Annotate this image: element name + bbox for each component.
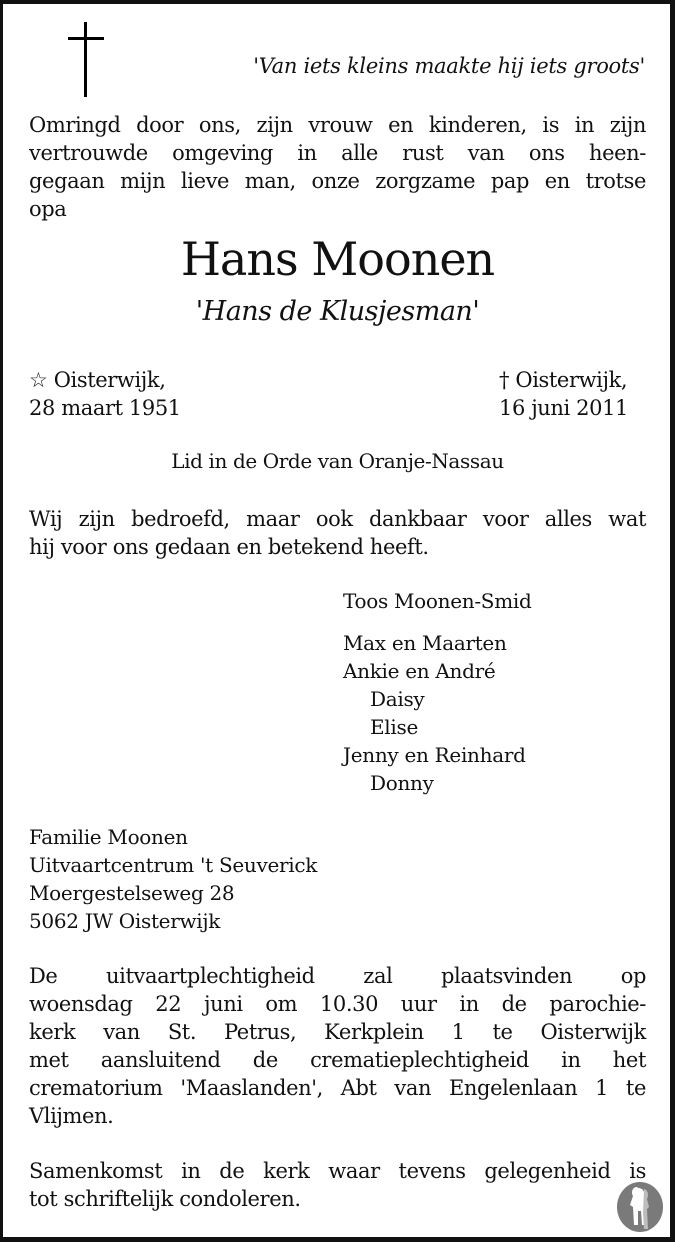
- intro-paragraph: [29, 111, 646, 223]
- family-member: Donny: [370, 771, 434, 795]
- ceremony-paragraph: [29, 962, 646, 1130]
- ceremony-line: met aansluitend de crematieplechtigheid in het: [29, 1048, 646, 1072]
- spouse-name: Toos Moonen-Smid: [343, 589, 532, 613]
- birth-place: ☆ Oisterwijk,: [29, 368, 166, 392]
- gratitude-line: Wij zijn bedroefd, maar ook dankbaar voor alles wat: [29, 507, 646, 531]
- ceremony-line: De uitvaartplechtigheid zal plaatsvinden op: [29, 964, 646, 988]
- address-line: Uitvaartcentrum 't Seuverick: [29, 853, 318, 877]
- family-member: Jenny en Reinhard: [343, 743, 526, 767]
- birth-date: 28 maart 1951: [29, 396, 181, 420]
- gratitude-line: hij voor ons gedaan en betekend heeft.: [29, 535, 429, 559]
- death-info: [499, 366, 628, 422]
- birth-info: [29, 366, 181, 422]
- intro-line: opa: [29, 197, 67, 221]
- cross-icon: [68, 22, 104, 97]
- deceased-nickname: 'Hans de Klusjesman': [195, 296, 480, 327]
- ceremony-line: woensdag 22 juni om 10.30 uur in de parochie-: [29, 992, 646, 1016]
- ceremony-line: kerk van St. Petrus, Kerkplein 1 te Oisterwijk: [29, 1020, 646, 1044]
- family-member: Elise: [370, 715, 418, 739]
- family-list: [343, 587, 531, 797]
- death-place: † Oisterwijk,: [499, 368, 628, 392]
- gathering-line: Samenkomst in de kerk waar tevens gelegenheid is: [29, 1159, 646, 1183]
- address-line: Familie Moonen: [29, 825, 188, 849]
- embracing-figures-logo-icon: [616, 1181, 664, 1233]
- correspondence-address: [29, 823, 317, 935]
- address-line: Moergestelseweg 28: [29, 881, 235, 905]
- gratitude-paragraph: [29, 505, 646, 561]
- ceremony-line: crematorium 'Maaslanden', Abt van Engelenlaan 1 te: [29, 1076, 646, 1100]
- ceremony-line: Vlijmen.: [29, 1104, 114, 1128]
- gathering-paragraph: [29, 1157, 646, 1213]
- family-member: Max en Maarten: [343, 631, 507, 655]
- intro-line: gegaan mijn lieve man, onze zorgzame pap en trotse: [29, 169, 646, 193]
- intro-line: Omringd door ons, zijn vrouw en kinderen, is in zijn: [29, 113, 646, 137]
- family-member: Ankie en André: [343, 659, 496, 683]
- gathering-line: tot schriftelijk condoleren.: [29, 1187, 301, 1211]
- honor-line: Lid in de Orde van Oranje-Nassau: [171, 449, 504, 473]
- intro-line: vertrouwde omgeving in alle rust van ons heen-: [29, 141, 646, 165]
- deceased-name: Hans Moonen: [180, 232, 495, 286]
- motto: 'Van iets kleins maakte hij iets groots': [253, 54, 645, 78]
- death-date: 16 juni 2011: [499, 396, 628, 420]
- family-member: Daisy: [370, 687, 425, 711]
- address-line: 5062 JW Oisterwijk: [29, 909, 221, 933]
